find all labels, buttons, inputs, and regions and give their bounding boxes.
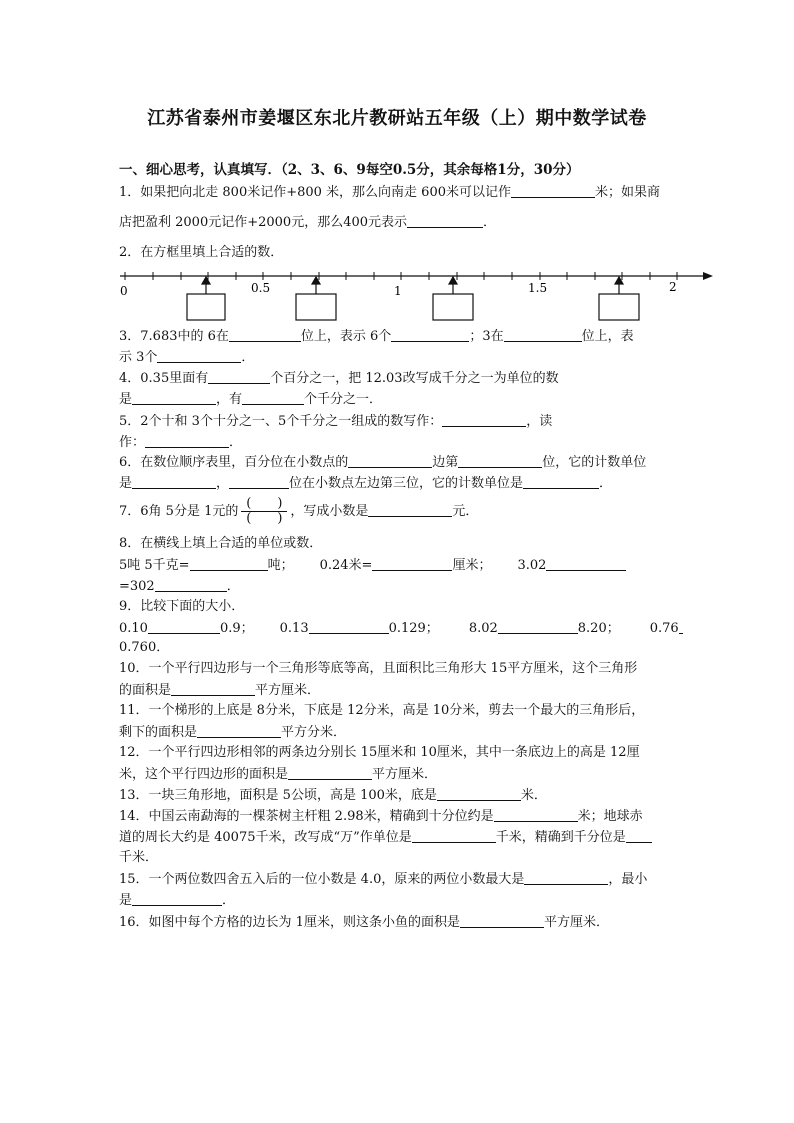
number-line-figure (115, 264, 725, 326)
answer-blank[interactable] (626, 829, 652, 843)
q15-text-c: 是 (119, 893, 133, 908)
q8-text-d: 0.24米= (319, 558, 373, 573)
answer-blank[interactable] (132, 892, 222, 906)
question-11-line-2 (119, 724, 679, 741)
q9-compare-3-right: 8.20； (577, 621, 620, 636)
q9-compare-4-left: 0.76 (649, 621, 679, 636)
q13-text-b: 米． (520, 788, 547, 803)
question-5-line-2 (119, 434, 679, 451)
answer-blank[interactable] (372, 557, 452, 571)
fraction-blank[interactable] (241, 497, 287, 526)
q9-compare-2-right: 0.129； (388, 621, 439, 636)
q7-text-c: 元． (452, 504, 479, 519)
q12-text-c: 平方厘米． (372, 767, 438, 782)
q7-text-b: ，写成小数是 (290, 504, 369, 519)
tick-label-1-5: 1.5 (528, 281, 548, 295)
q8-text-b: 5吨 5千克= (119, 558, 190, 573)
question-1-line-1 (119, 184, 679, 201)
q10-text-b: 的面积是 (119, 683, 172, 698)
question-12-line-1: 12．一个平行四边形相邻的两条边分别长 15厘米和 10厘米，其中一条底边上的高是 12厘 (119, 745, 640, 760)
q7-text-a: 7．6角 5分是 1元的 (119, 504, 239, 519)
question-10-line-2 (119, 682, 679, 699)
answer-blank[interactable] (494, 808, 578, 822)
question-15-line-1 (119, 871, 679, 888)
answer-blank[interactable] (309, 620, 389, 634)
question-12-line-2 (119, 766, 679, 783)
question-15-line-2 (119, 892, 679, 909)
q5-text-a: 5．2个十和 3个十分之一、5个千分之一组成的数写作： (119, 414, 443, 429)
q9-compare-1-left: 0.10 (119, 621, 148, 636)
question-3-line-1 (119, 328, 679, 345)
q14-text-b: 米；地球赤 (577, 809, 643, 824)
question-14-line-1 (119, 808, 679, 825)
q9-compare-2-left: 0.13 (279, 621, 309, 636)
q8-text-g: =302 (119, 579, 155, 594)
q5-text-c: 作： (119, 435, 146, 450)
q14-text-c: 道的周长大约是 40075千米，改写成“万”作单位是 (119, 830, 412, 845)
answer-blank[interactable] (348, 454, 432, 468)
question-8-line-3 (119, 578, 679, 595)
question-16 (119, 914, 679, 931)
answer-blank[interactable] (511, 184, 595, 198)
answer-blank[interactable] (155, 578, 227, 592)
answer-blank[interactable] (288, 766, 372, 780)
tick-label-2: 2 (669, 280, 677, 294)
answer-box-4 (599, 294, 639, 320)
answer-blank[interactable] (148, 620, 220, 634)
q8-text-c: 吨； (267, 558, 294, 573)
q3-text-d: 位上，表 (581, 329, 634, 344)
fraction-numerator[interactable]: ( ) (246, 496, 283, 511)
answer-blank[interactable] (498, 620, 578, 634)
q8-text-h: ． (226, 579, 240, 594)
answer-blank[interactable] (391, 328, 469, 342)
question-6-line-2 (119, 475, 679, 492)
q1-text-c: 店把盈利 2000元记作+2000元，那么400元表示 (119, 215, 408, 230)
question-9-line-2 (119, 620, 679, 637)
question-1-line-2 (119, 214, 679, 231)
q13-text-a: 13．一块三角形地，面积是 5公顷，高是 100米，底是 (119, 788, 437, 803)
q12-text-b: 米，这个平行四边形的面积是 (119, 767, 289, 782)
answer-blank[interactable] (442, 413, 526, 427)
q9-compare-1-right: 0.9； (219, 621, 254, 636)
q9-compare-3-left: 8.02 (468, 621, 498, 636)
q1-text-d: ． (483, 215, 497, 230)
q3-text-e: 示 3个 (119, 350, 158, 365)
q6-text-e: ， (216, 476, 230, 491)
q3-text-f: ． (241, 350, 255, 365)
q15-text-b: ，最小 (608, 872, 648, 887)
q5-text-d: ． (229, 435, 243, 450)
question-13 (119, 787, 679, 804)
answer-blank[interactable] (460, 914, 544, 928)
answer-blank[interactable] (458, 454, 542, 468)
page-title: 江苏省泰州市姜堰区东北片教研站五年级（上）期中数学试卷 (147, 108, 647, 129)
q1-text-a: 1．如果把向北走 800米记作+800 米，那么向南走 600米可以记作 (119, 185, 511, 200)
answer-blank[interactable] (145, 434, 229, 448)
question-10-line-1: 10．一个平行四边形与一个三角形等底等高，且面积比三角形大 15平方厘米，这个三角形 (119, 661, 638, 676)
q6-text-b: 边第 (432, 455, 459, 470)
question-9-line-3: 0.760． (119, 640, 170, 655)
question-9-text: 9．比较下面的大小． (119, 599, 245, 614)
q11-text-b: 剩下的面积是 (119, 725, 198, 740)
q3-text-b: 位上，表示 6个 (300, 329, 392, 344)
answer-blank[interactable] (437, 787, 521, 801)
answer-blank[interactable] (504, 328, 582, 342)
q6-text-g: ． (599, 476, 613, 491)
question-7 (119, 497, 679, 527)
tick-label-1: 1 (394, 284, 402, 298)
question-3-line-2 (119, 349, 679, 366)
q6-text-f: 位在小数点左边第三位，它的计数单位是 (289, 476, 524, 491)
q16-text-b: 平方厘米． (543, 915, 609, 930)
answer-blank[interactable] (197, 724, 281, 738)
answer-blank[interactable] (407, 214, 483, 228)
answer-box-3 (433, 294, 473, 320)
q10-text-c: 平方厘米． (255, 683, 321, 698)
answer-blank[interactable] (190, 557, 268, 571)
tick-label-0-5: 0.5 (251, 281, 271, 295)
question-5-line-1 (119, 413, 679, 430)
q4-text-c: 是 (119, 392, 133, 407)
answer-blank[interactable] (368, 503, 452, 517)
question-8-line-2 (119, 557, 679, 574)
q6-text-c: 位，它的计数单位 (542, 455, 647, 470)
q15-text-d: ． (222, 893, 236, 908)
answer-blank[interactable] (679, 620, 683, 634)
q8-text-f: 3.02 (517, 558, 547, 573)
q3-text-a: 3．7.683中的 6在 (119, 329, 229, 344)
q3-text-c: ；3在 (469, 329, 504, 344)
tick-label-0: 0 (120, 284, 128, 298)
answer-blank[interactable] (523, 475, 599, 489)
answer-box-2 (296, 294, 336, 320)
answer-blank[interactable] (412, 829, 496, 843)
q8-text-e: 厘米； (452, 558, 492, 573)
answer-blank[interactable] (132, 475, 216, 489)
question-6-line-1 (119, 454, 679, 471)
q14-text-d: 千米，精确到千分位是 (495, 830, 626, 845)
q1-text-b: 米；如果商 (595, 185, 661, 200)
question-14-line-2 (119, 829, 679, 846)
answer-blank[interactable] (157, 349, 241, 363)
q14-text-a: 14．中国云南勐海的一棵茶树主杆粗 2.98米，精确到十分位约是 (119, 809, 494, 824)
section-1-heading: 一、细心思考，认真填写．（2、3、6、9每空0.5分，其余每格1分，30分） (119, 162, 580, 178)
q4-text-d: ，有 (216, 392, 243, 407)
answer-blank[interactable] (229, 475, 289, 489)
q4-text-b: 个百分之一，把 12.03改写成千分之一为单位的数 (270, 371, 559, 386)
q4-text-e: 个千分之一． (304, 392, 383, 407)
fraction-denominator[interactable]: ( ) (246, 511, 283, 526)
q15-text-a: 15．一个两位数四舍五入后的一位小数是 4.0，原来的两位小数最大是 (119, 872, 525, 887)
question-14-line-3: 千米． (119, 850, 159, 865)
answer-blank[interactable] (524, 871, 608, 885)
question-2-text: 2．在方框里填上合适的数． (119, 245, 284, 260)
q11-text-c: 平方分米． (281, 725, 347, 740)
answer-blank[interactable] (242, 391, 304, 405)
question-8-text: 8．在横线上填上合适的单位或数． (119, 536, 323, 551)
answer-blank[interactable] (229, 328, 301, 342)
q6-text-a: 6．在数位顺序表里，百分位在小数点的 (119, 455, 349, 470)
answer-blank[interactable] (546, 557, 626, 571)
question-4-line-1 (119, 370, 679, 387)
q4-text-a: 4．0.35里面有 (119, 371, 209, 386)
q6-text-d: 是 (119, 476, 133, 491)
answer-blank[interactable] (208, 370, 270, 384)
q5-text-b: ，读 (526, 414, 553, 429)
answer-blank[interactable] (171, 682, 255, 696)
answer-box-1 (187, 294, 225, 320)
q16-text-a: 16．如图中每个方格的边长为 1厘米，则这条小鱼的面积是 (119, 915, 460, 930)
answer-blank[interactable] (132, 391, 216, 405)
number-line-arrowhead (703, 272, 713, 280)
question-4-line-2 (119, 391, 679, 408)
question-11-line-1: 11．一个梯形的上底是 8分米，下底是 12分米，高是 10分米，剪去一个最大的三角形后， (119, 703, 645, 718)
